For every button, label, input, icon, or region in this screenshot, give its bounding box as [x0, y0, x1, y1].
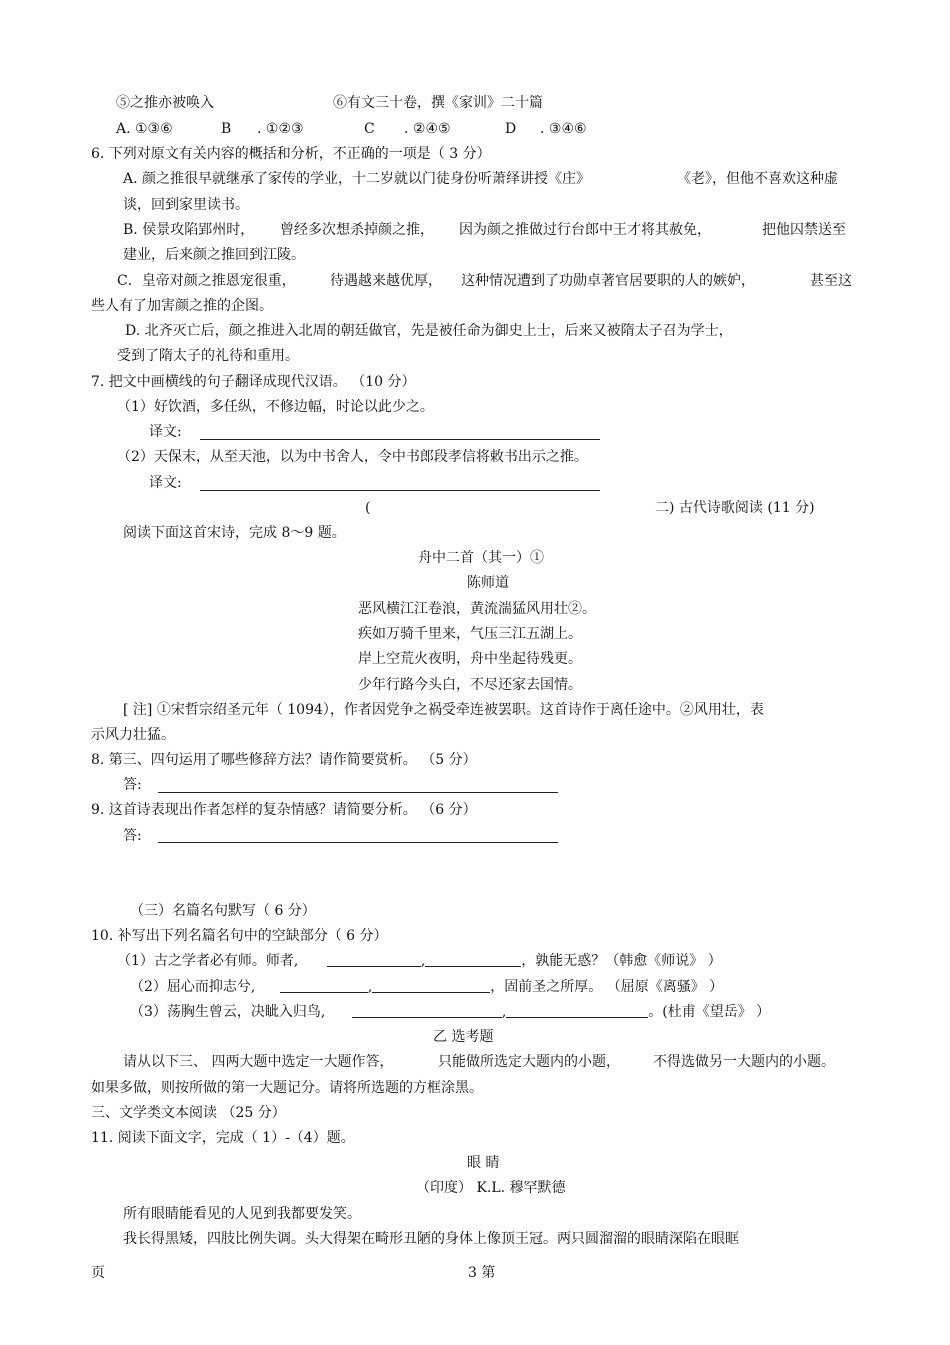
q9-stem: 9. 这首诗表现出作者怎样的复杂情感？请简要分析。 （6 分） [91, 802, 477, 818]
q6-stem: 6. 下列对原文有关内容的概括和分析，不正确的一项是（ 3 分） [91, 146, 491, 162]
q10-blank-2b[interactable] [372, 978, 490, 993]
poem-line-1: 恶风横江江卷浪，黄流湍猛风用壮②。 [358, 601, 596, 617]
q10-line-2-comma: , [367, 979, 373, 995]
q6-option-c-line2: 些人有了加害颜之推的企图。 [91, 298, 273, 314]
q6-option-a-line1-end: 《老》，但他不喜欢这种虚 [677, 171, 838, 187]
q10-line-1-source: ，孰能无惑？（韩愈《师说》 ） [521, 953, 722, 969]
elective-title: 乙 选考题 [433, 1029, 494, 1045]
q8-answer-line[interactable] [158, 792, 558, 793]
q7-stem: 7. 把文中画横线的句子翻译成现代汉语。 （10 分） [91, 374, 416, 390]
footer-page-left: 页 [91, 1265, 105, 1281]
q10-line-2-source: ，固前圣之所厚。 （屈原《离骚》 ） [490, 979, 724, 995]
q8-answer-label: 答: [123, 777, 142, 793]
q5-choice-b-letter: B [221, 121, 232, 137]
q10-blank-3b[interactable] [506, 1003, 648, 1018]
q5-choice-c-letter: C [364, 121, 375, 137]
q9-answer-label: 答: [123, 828, 142, 844]
footer-page-number: 3 第 [468, 1265, 496, 1281]
q6-option-c-part2: 待遇越来越优厚， [330, 273, 442, 289]
story-paragraph-2: 我长得黑矮，四肢比例失调。头大得架在畸形丑陋的身体上像顶王冠。两只圆溜溜的眼睛深陷在眼眶 [123, 1231, 739, 1247]
section2-title: 二) 古代诗歌阅读 (11 分) [655, 500, 815, 516]
story-paragraph-1: 所有眼睛能看见的人见到我都要发笑。 [123, 1206, 361, 1222]
section2-intro: 阅读下面这首宋诗，完成 8～9 题。 [123, 525, 346, 541]
q10-blank-1b[interactable] [425, 952, 521, 967]
story-author: （印度） K.L. 穆罕默德 [416, 1180, 566, 1196]
poem-author: 陈师道 [467, 575, 509, 591]
poem-note-line-2: 示风力壮猛。 [91, 727, 175, 743]
section3-title: （三）名篇名句默写（ 6 分） [130, 903, 316, 919]
q6-option-a-line2: 谈，回到家里读书。 [123, 197, 249, 213]
q6-option-a-line1: A. 颜之推很早就继承了家传的学业，十二岁就以门徒身份听萧绎讲授《庄》 [123, 171, 591, 187]
elective-para-1-part3: 不得选做另一大题内的小题。 [653, 1054, 835, 1070]
poem-note-line-1: [ 注] ①宋哲宗绍圣元年（ 1094），作者因党争之祸受牵连被罢职。这首诗作于离任途中。②风用壮，表 [123, 702, 764, 718]
q5-choice-b-value: . ①②③ [257, 121, 304, 137]
elective-para-1-part2: 只能做所选定大题内的小题， [438, 1054, 620, 1070]
q10-line-1-prompt: （1）古之学者必有师。师者, [117, 953, 299, 969]
q5-choice-c-value: . ②④⑤ [404, 121, 451, 137]
elective-para-1-part1: 请从以下三、 四两大题中选定一大题作答， [123, 1054, 394, 1070]
q8-stem: 8. 第三、四句运用了哪些修辞方法？请作简要赏析。 （5 分） [91, 752, 477, 768]
q5-choice-a: A. ①③⑥ [116, 121, 173, 137]
q10-blank-1a[interactable] [327, 952, 421, 967]
poem-line-4: 少年行路今头白，不尽还家去国情。 [358, 677, 582, 693]
poem-title: 舟中二首（其一）① [418, 550, 544, 566]
q6-option-c-part4: 甚至这 [810, 273, 852, 289]
q6-option-b-line2: 建业，后来颜之推回到江陵。 [123, 247, 305, 263]
q6-option-d-line2: 受到了隋太子的礼待和重用。 [117, 348, 299, 364]
q11-stem: 11. 阅读下面文字，完成（ 1）-（4）题。 [91, 1130, 355, 1146]
story-title: 眼 睛 [467, 1155, 500, 1171]
q6-option-b-part3: 因为颜之推做过行台郎中王才将其赦免， [459, 222, 711, 238]
q9-answer-line[interactable] [158, 842, 558, 843]
q5-option-5: ⑤之推亦被唤入 [116, 95, 214, 111]
q7-answer-line-2[interactable] [200, 490, 600, 491]
q7-sentence-1: （1）好饮酒，多任纵，不修边幅，时论以此少之。 [117, 399, 434, 415]
q7-translation-label-1: 译文: [149, 424, 182, 440]
q10-blank-3a[interactable] [352, 1003, 502, 1018]
q10-line-2 [130, 978, 723, 996]
q10-line-3-prompt: （3）荡胸生曾云，决眦入归鸟, [130, 1004, 326, 1020]
q10-line-3-comma: , [501, 1004, 507, 1020]
q7-translation-label-2: 译文: [149, 475, 182, 491]
q10-line-1-comma: , [420, 953, 426, 969]
q10-line-3 [130, 1003, 770, 1021]
poem-line-2: 疾如万骑千里来，气压三江五湖上。 [358, 626, 582, 642]
q7-answer-line-1[interactable] [200, 439, 600, 440]
section2-paren: ( [365, 500, 371, 516]
q7-sentence-2: （2）天保末，从至天池，以为中书舍人，令中书郎段孝信将敕书出示之推。 [117, 449, 588, 465]
elective-para-2: 如果多做，则按所做的第一大题记分。请将所选题的方框涂黑。 [91, 1080, 483, 1096]
q6-option-c-part3: 这种情况遭到了功勋卓著官居要职的人的嫉妒， [461, 273, 755, 289]
poem-line-3: 岸上空荒火夜明，舟中坐起待残更。 [358, 651, 582, 667]
q10-blank-2a[interactable] [280, 978, 368, 993]
q6-option-c-part1: C．皇帝对颜之推恩宠很重， [117, 273, 296, 289]
q6-option-b-part2: 曾经多次想杀掉颜之推， [280, 222, 434, 238]
q6-option-d-line1: D. 北齐灭亡后，颜之推进入北周的朝廷做官，先是被任命为御史上士，后来又被隋太子召为学士， [125, 323, 733, 339]
q10-line-2-prompt: （2）屈心而抑志兮, [130, 979, 256, 995]
q10-line-3-source: 。(杜甫《望岳》 ） [648, 1004, 771, 1020]
q5-choice-d-value: . ③④⑥ [540, 121, 587, 137]
part3-title: 三、文学类文本阅读 （25 分） [91, 1105, 286, 1121]
q5-choice-d-letter: D [505, 121, 517, 137]
q5-option-6: ⑥有文三十卷，撰《家训》二十篇 [333, 95, 543, 111]
q10-stem: 10. 补写出下列名篇名句中的空缺部分（ 6 分） [91, 928, 388, 944]
q6-option-b-part1: B. 侯景攻陷郢州时， [123, 222, 255, 238]
q10-line-1 [117, 952, 722, 970]
q6-option-b-part4: 把他囚禁送至 [762, 222, 846, 238]
